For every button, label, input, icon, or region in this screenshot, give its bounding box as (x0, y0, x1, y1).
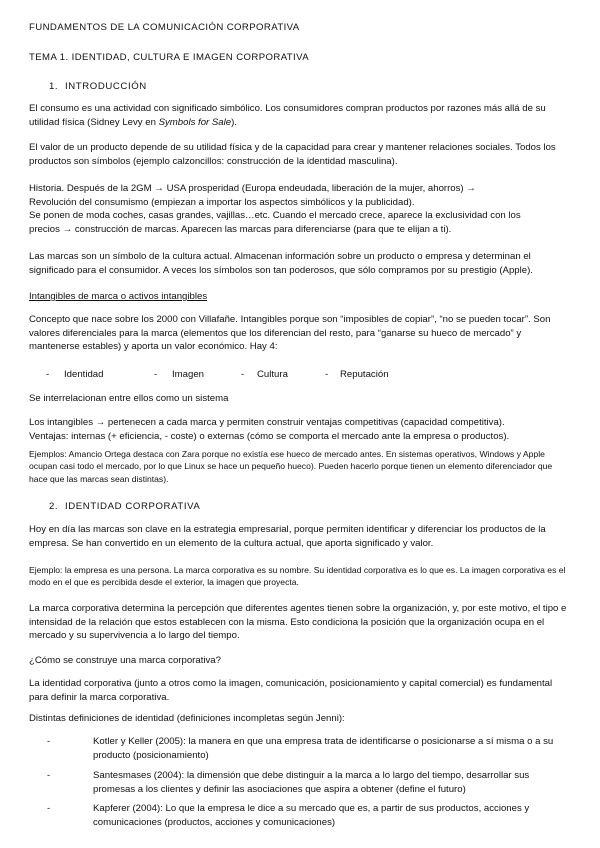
definition-text: Kotler y Keller (2005): la manera en que una empresa trata de identificarse o posicionarse a sí misma o a su producto (posicionamiento) (93, 736, 554, 761)
paragraph-historia (29, 182, 573, 236)
paragraph-ejemplo-persona: Ejemplo: la empresa es una persona. La marca corporativa es su nombre. Su identidad corporativa es lo que es. La imagen corporativa es el modo en el que es percibida desde el exterior, la imagen que proyecta. (29, 565, 566, 588)
paragraph-interrelacionan: Se interrelacionan entre ellos como un sistema (29, 393, 229, 404)
list-item-reputacion: Reputación (340, 369, 389, 380)
historia-line-1: Historia. Después de la 2GM → USA prosperidad (Europa endeudada, liberación de la mujer, ahorros) → (29, 183, 476, 194)
paragraph-valor: El valor de un producto depende de su utilidad física y de la capacidad para crear y mantener relaciones sociales. Todos los productos son símbolos (ejemplo calzoncillos: construcción de la identidad masculina). (29, 142, 556, 167)
definition-text: Kapferer (2004): Lo que la empresa le dice a su mercado que es, a partir de sus productos, acciones y comunicaciones (productos, acciones y comunicaciones) (93, 803, 530, 828)
list-dash: - (47, 736, 51, 747)
document-title: FUNDAMENTOS DE LA COMUNICACIÓN CORPORATIVA (29, 22, 300, 33)
section-number: 2. (49, 501, 59, 512)
ventajas-line-2: Ventajas: internas (+ eficiencia, - coste) o externas (cómo se comporta el mercado ante la empresa o productos). (29, 430, 510, 442)
paragraph-ejemplos: Ejemplos: Amancio Ortega destaca con Zara porque no existía ese hueco de mercado antes. En sistemas operativos, Windows y Apple ocupan casi todo el mercado, por lo que Linux se hace un pequeño hueco). Pueden hacerlo porque tienen un elemento diferenciador que hace que las marcas sean distintas). (29, 449, 553, 484)
paragraph-marcas-clave: Hoy en día las marcas son clave en la estrategia empresarial, porque permiten identificar y diferenciar los productos de la empresa. Se han convertido en un elemento de la cultura actual, que aporta significado y valor. (29, 524, 546, 549)
paragraph-villafane: Concepto que nace sobre los 2000 con Villafañe. Intangibles porque son “imposibles de copiar”, “no se pueden tocar”. Son valores diferenciales para la marca (elementos que los diferencian del resto, para “ganarse su hueco de mercado” y mantenerse estables) y aporta un valor económico. Hay 4: (29, 314, 551, 353)
list-dash: - (325, 369, 329, 380)
section-title: IDENTIDAD CORPORATIVA (65, 501, 201, 512)
historia-line-2: Revolución del consumismo (empiezan a importar los aspectos simbólicos y la publicidad). (29, 196, 415, 208)
list-item-imagen: Imagen (172, 369, 204, 380)
definition-text: Santesmases (2004): la dimensión que debe distinguir a la marca a lo largo del tiempo, desarrollar sus promesas a los clientes y definir las asociaciones que aspira a obtener (define el futuro) (93, 770, 530, 795)
list-dash: - (46, 369, 50, 380)
list-dash: - (241, 369, 245, 380)
paragraph-percepcion: La marca corporativa determina la percepción que diferentes agentes tienen sobre la organización, y, por este motivo, el tipo e intensidad de la relación que estos establecen con la misma. Esto condiciona la posición que la organización ocupa en el mercado y su supervivencia a lo largo del tiempo. (29, 603, 567, 642)
paragraph-ventajas (29, 416, 573, 443)
question-heading: ¿Cómo se construye una marca corporativa? (29, 655, 221, 666)
list-item-identidad: Identidad (64, 369, 104, 380)
intangibles-list (29, 369, 573, 383)
ventajas-line-1: Los intangibles → pertenecen a cada marca y permiten construir ventajas competitivas (capacidad competitiva). (29, 417, 505, 428)
text-run: El consumo es una actividad con significado simbólico. Los consumidores compran productos por razones más allá de su utilidad física (Sidney Levy en (29, 103, 546, 128)
list-dash: - (154, 369, 158, 380)
list-dash: - (47, 770, 51, 781)
paragraph-consumo (29, 102, 573, 129)
section-number: 1. (49, 81, 59, 92)
section-title: INTRODUCCIÓN (65, 81, 147, 92)
historia-line-3: Se ponen de moda coches, casas grandes, vajillas…etc. Cuando el mercado crece, aparece la exclusividad con los (29, 210, 521, 222)
intangibles-heading: Intangibles de marca o activos intangibles (29, 291, 208, 302)
book-title: Symbols for Sale (158, 116, 232, 128)
paragraph-definiciones: Distintas definiciones de identidad (definiciones incompletas según Jenni): (29, 713, 345, 724)
text-run: ). (231, 116, 237, 128)
section-heading-introduccion (49, 80, 593, 93)
list-dash: - (47, 803, 51, 814)
paragraph-marcas-simbolo: Las marcas son un símbolo de la cultura actual. Almacenan información sobre un producto o empresa y determinan el significado para el consumidor. A veces los símbolos son tan poderosos, que sólo compramos por su prestigio (Apple). (29, 251, 533, 276)
section-heading-identidad (49, 500, 593, 513)
paragraph-identidad-fundamental: La identidad corporativa (junto a otros como la imagen, comunicación, posicionamiento y capital comercial) es fundamental para definir la marca corporativa. (29, 678, 553, 703)
tema-title: TEMA 1. IDENTIDAD, CULTURA E IMAGEN CORPORATIVA (29, 52, 309, 63)
historia-line-4: precios → construcción de marcas. Aparecen las marcas para diferenciarse (para que te elijan a ti). (29, 223, 452, 235)
list-item-cultura: Cultura (257, 369, 288, 380)
